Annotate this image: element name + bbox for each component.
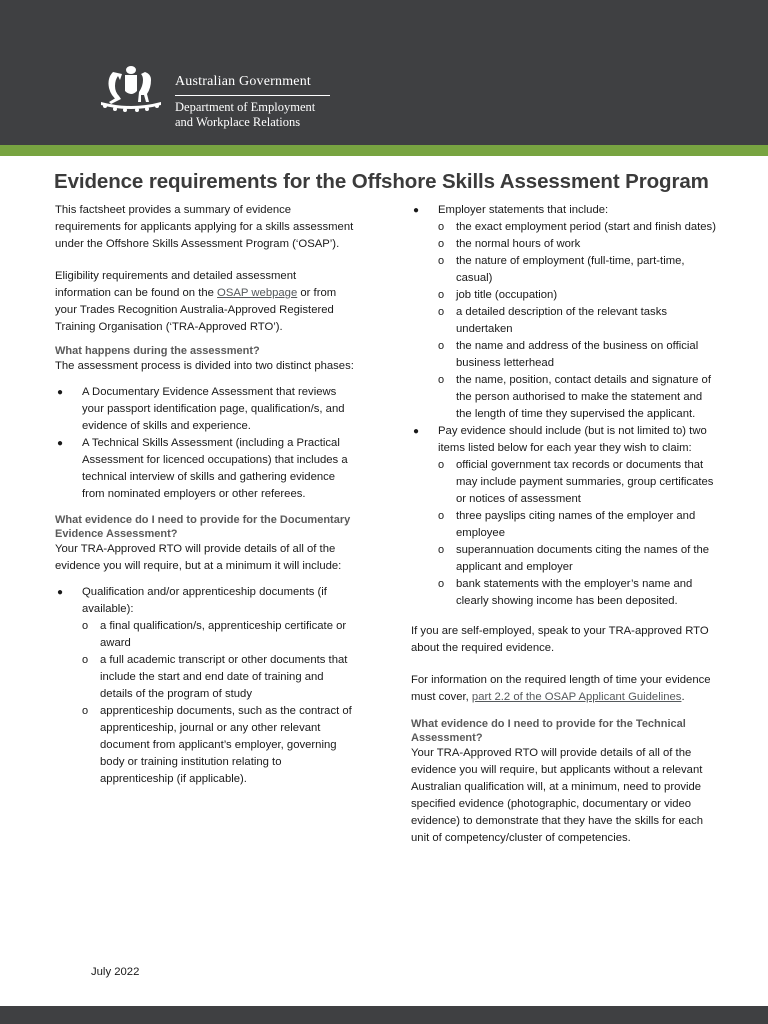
sub-list-item <box>438 236 719 253</box>
sub-list-item <box>438 219 719 236</box>
length-paragraph <box>411 672 719 706</box>
pay-sublist <box>438 457 719 610</box>
length-text-end: . <box>681 691 685 703</box>
left-column <box>55 202 355 788</box>
sub-bullet-icon: o <box>438 374 445 386</box>
heading-technical: What evidence do I need to provide for the Technical Assessment? <box>411 718 686 744</box>
sub-list-item <box>438 304 719 338</box>
sub-bullet-icon: o <box>438 510 445 522</box>
assessment-paragraph: The assessment process is divided into two distinct phases: <box>55 360 354 372</box>
sub-item-text: three payslips citing names of the employer and employee <box>456 510 696 539</box>
sub-list-item <box>438 508 719 542</box>
sub-list-item <box>438 338 719 372</box>
intro-paragraph: This factsheet provides a summary of evidence requirements for applicants applying for a skills assessment under the Offshore Skills Assessment Program (‘OSAP’). <box>55 204 354 250</box>
sub-bullet-icon: o <box>438 340 445 352</box>
eligibility-text-start: Eligibility requirements and detailed assessment information can be found on the <box>55 270 297 299</box>
department-name-line-2: and Workplace Relations <box>175 115 301 129</box>
sub-list-item <box>438 542 719 576</box>
sub-item-text: job title (occupation) <box>456 289 558 301</box>
sub-list-item <box>438 287 719 304</box>
sub-list-item <box>438 576 719 610</box>
sub-bullet-icon: o <box>438 544 445 556</box>
sub-item-text: a full academic transcript or other documents that include the start and end date of training and details of the program of study <box>100 654 348 700</box>
department-name-line-1: Department of Employment <box>175 100 316 114</box>
self-employed-paragraph: If you are self-employed, speak to your TRA-approved RTO about the required evidence. <box>411 625 709 654</box>
osap-webpage-link[interactable]: OSAP webpage <box>217 287 298 299</box>
osap-guidelines-link[interactable]: part 2.2 of the OSAP Applicant Guidelines <box>471 691 682 703</box>
length-text-start: For information on the required length of time your evidence must cover, <box>411 674 711 703</box>
documentary-paragraph: Your TRA-Approved RTO will provide details of all of the evidence you will require, but at a minimum it will include: <box>55 543 342 572</box>
bullet-icon: ● <box>57 587 64 598</box>
qualification-sublist <box>82 618 355 788</box>
sub-bullet-icon: o <box>438 238 445 250</box>
list-item <box>55 584 355 788</box>
sub-item-text: a detailed description of the relevant tasks undertaken <box>456 306 668 335</box>
employer-text: Employer statements that include: <box>438 204 609 216</box>
sub-list-item <box>438 372 719 423</box>
sub-bullet-icon: o <box>438 306 445 318</box>
heading-assessment: What happens during the assessment? <box>55 345 260 357</box>
list-item <box>55 435 355 503</box>
government-wordmark <box>175 74 335 130</box>
sub-list-item <box>438 457 719 508</box>
sub-bullet-icon: o <box>82 654 89 666</box>
sub-item-text: the normal hours of work <box>456 238 581 250</box>
sub-item-text: superannuation documents citing the names of the applicant and employer <box>456 544 710 573</box>
sub-list-item <box>82 618 355 652</box>
sub-list-item <box>82 703 355 788</box>
sub-item-text: the name, position, contact details and signature of the person authorised to make the statement and the length of time they supervised the applicant. <box>456 374 711 420</box>
sub-bullet-icon: o <box>438 255 445 267</box>
sub-bullet-icon: o <box>82 705 89 717</box>
sub-bullet-icon: o <box>438 221 445 233</box>
sub-item-text: bank statements with the employer’s name and clearly showing income has been deposited. <box>456 578 693 607</box>
sub-bullet-icon: o <box>438 289 445 301</box>
footer-band <box>0 1006 768 1024</box>
list-item <box>55 384 355 435</box>
phase-text: A Documentary Evidence Assessment that reviews your passport identification page, qualification/s, and evidence of skills and experience. <box>82 386 345 432</box>
right-column <box>411 202 719 847</box>
eligibility-paragraph <box>55 268 355 336</box>
sub-bullet-icon: o <box>82 620 89 632</box>
sub-item-text: the nature of employment (full-time, part-time, casual) <box>456 255 685 284</box>
phase-list <box>55 384 355 503</box>
coat-of-arms-icon <box>95 62 167 114</box>
sub-bullet-icon: o <box>438 459 445 471</box>
sub-list-item <box>82 652 355 703</box>
list-item <box>411 202 719 423</box>
qualification-text: Qualification and/or apprenticeship documents (if available): <box>82 586 327 615</box>
bullet-icon: ● <box>413 205 420 216</box>
sub-item-text: a final qualification/s, apprenticeship certificate or award <box>100 620 347 649</box>
bullet-icon: ● <box>413 426 420 437</box>
accent-band <box>0 145 768 156</box>
header-banner <box>0 0 768 145</box>
technical-paragraph: Your TRA-Approved RTO will provide details of all of the evidence you will require, but applicants without a relevant Australian qualification will, at a minimum, need to provide specified evidence (photographic, documentary or video evidence) to demonstrate that they have the skills for each unit of competency/cluster of competencies. <box>411 747 703 844</box>
list-item <box>411 423 719 610</box>
bullet-icon: ● <box>57 387 64 398</box>
page-title: Evidence requirements for the Offshore Skills Assessment Program <box>54 170 709 193</box>
documentary-list <box>55 584 355 788</box>
employer-sublist <box>438 219 719 423</box>
employer-list <box>411 202 719 610</box>
publication-date: July 2022 <box>91 966 140 978</box>
sub-list-item <box>438 253 719 287</box>
phase-text: A Technical Skills Assessment (including a Practical Assessment for licenced occupations) that includes a technical interview of skills and gathering evidence from nominated employers or other referees. <box>82 437 348 500</box>
sub-item-text: the exact employment period (start and finish dates) <box>456 221 716 233</box>
sub-item-text: official government tax records or documents that may include payment summaries, group certificates or notices of assessment <box>456 459 714 505</box>
government-name: Australian Government <box>175 74 330 96</box>
eligibility-text-end: or from your Trades Recognition Australia-Approved Registered Training Organisation (‘TRA-Approved RTO’). <box>55 287 337 333</box>
sub-item-text: the name and address of the business on official business letterhead <box>456 340 699 369</box>
bullet-icon: ● <box>57 438 64 449</box>
sub-item-text: apprenticeship documents, such as the contract of apprenticeship, journal or any other relevant document from applicant’s employer, governing body or training institution relating to apprenticeship (if applicable). <box>100 705 352 785</box>
sub-bullet-icon: o <box>438 578 445 590</box>
heading-documentary: What evidence do I need to provide for the Documentary Evidence Assessment? <box>55 514 351 540</box>
pay-evidence-text: Pay evidence should include (but is not limited to) two items listed below for each year they wish to claim: <box>438 425 707 454</box>
